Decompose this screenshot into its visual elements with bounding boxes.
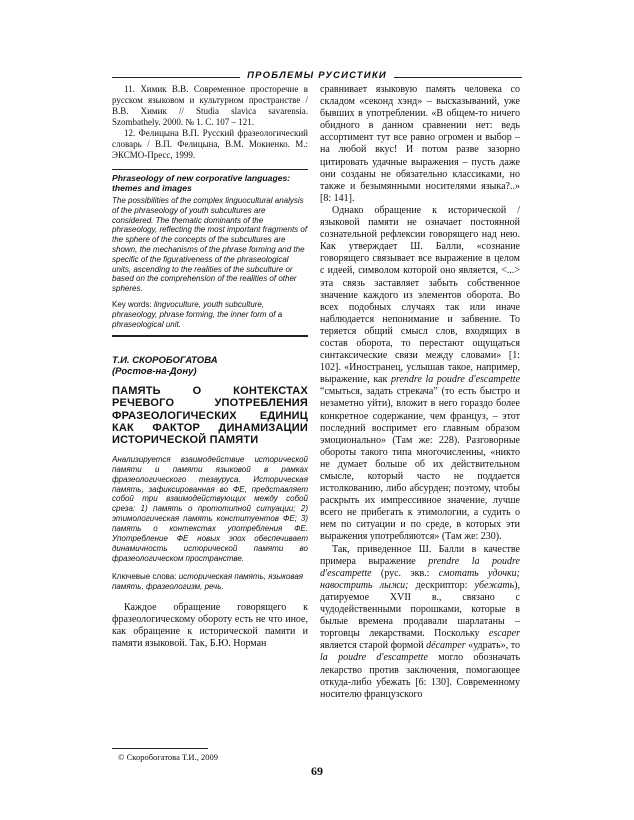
text-run: дескриптор:: [415, 579, 468, 591]
right-column: [320, 84, 520, 701]
body-paragraph: [320, 205, 520, 544]
body-paragraph: Каждое обращение говорящего к фразеологическому обороту есть не что иное, как обращение к исторической памяти и памяти языковой. Так, Б.Ю. Норман: [112, 601, 308, 649]
english-abstract-text: The possibilities of the complex linguocultural analysis of the phraseology of youth subcultures are considered. The thematic dominants of the phraseology, reflecting the most important fragments of the sphere of the concepts of the subcultures are shown, the mechanisms of the phrase forming and the specific of the figurativeness of the phraseological units, ascending to the realities of the subculture or based on the comprehension of the realities of other spheres.: [112, 196, 308, 294]
article-author: [112, 355, 308, 377]
text-run: является старой формой: [320, 640, 424, 652]
copyright-footnote: © Скоробогатова Т.И., 2009: [118, 752, 218, 762]
french-phrase: prendre la poudre d'escampette: [390, 374, 521, 386]
body-paragraph: сравнивает языковую память человека со складом «секонд хэнд» – высказываний, уже бывших в употреблении. «В общем-то ничего обидного в данном сравнении нет: ведь ассортимент тут все равно огромен и выбор – на любой вкус! И потом разве зазорно цитировать удачные выражения – пусть даже они созданы не обязательно классиками, но также и безымянными носителями языка?..» [8: 141].: [320, 84, 520, 204]
text-run: “смыться, задать стрекача” (то есть быстро и незаметно уйти), вложит в него гораздо более конкретное содержание, чем француз, – этот последний воспримет его главным образом эмоционально» (Там же: 228). Разговорные обороты такого типа многочисленны, «никто не думает больше об их действительном смысле, который часто не поддается истолкованию, либо абсурден; поэтому, чтобы раскрыть их импрессивное значение, лучше всего не прибегать к этимологии, а судить о нем по ситуации и по среде, в которых эти выражения употребляются» (Там же: 230).: [320, 386, 520, 543]
english-abstract: [112, 169, 308, 329]
article-keywords-value: историческая память, языковая память, фразеологизм, речь.: [112, 571, 304, 591]
section-divider: [112, 335, 308, 336]
reference-item: 11. Химик В.В. Современное просторечие в русском языковом и культурном пространстве / В.В. Химик // Studia slavica savarensia. Szombathely. 2000. № 1. С. 107 – 121.: [112, 84, 308, 127]
header-rule-right: [394, 77, 522, 78]
page-number: 69: [311, 764, 323, 778]
reference-item: 12. Фелицына В.П. Русский фразеологический словарь / В.П. Фелицына, В.М. Мокиенко. М.: ЭКСМО-Пресс, 1999.: [112, 128, 308, 160]
text-run: могло обозначать лекарство против заключения, помогающее откуда-либо убежать [6: 130]. Современному носителю французского: [320, 652, 520, 700]
text-run: Так, приведенное Ш. Балли в качестве примера выражение: [320, 543, 520, 567]
french-phrase: la poudre d'escampette: [320, 652, 428, 664]
article-title: ПАМЯТЬ О КОНТЕКСТАХ РЕЧЕВОГО УПОТРЕБЛЕНИЯ ФРАЗЕОЛОГИЧЕСКИХ ЕДИНИЦ КАК ФАКТОР ДИНАМИЗАЦИИ ИСТОРИЧЕСКОЙ ПАМЯТИ: [112, 384, 308, 447]
english-keywords: [112, 300, 308, 329]
text-run: Однако обращение к исторической / языковой памяти не означает постоянной сознательной рефлексии говорящего над нею. Как утверждает Ш. Балли, «сознание говорящего связывает все выражение в целом с идеей, символом которой оно является, <...> эта связь заставляет забыть собственное значение каждого из элементов оборота. Во всех подобных случаях так или иначе наблюдается непонимание и забвение. То теряется общий смысл слов, входящих в состав оборота, то перестают ощущаться синтаксические связи между словами» [1: 102]. «Иностранец, услышав такое, например, выражение, как: [320, 204, 520, 386]
text-run: «удрать», то: [468, 640, 521, 652]
reference-list: [112, 84, 308, 161]
english-keywords-label: Key words:: [112, 299, 152, 309]
french-word: décamper: [426, 640, 466, 652]
english-keywords-value: lingvoculture, youth subculture, phraseology, phrase forming, the inner form of a phraseological unit.: [112, 299, 283, 329]
article-keywords-label: Ключевые слова:: [112, 571, 177, 581]
french-phrase: prendre la poudre d'escampette: [320, 555, 520, 579]
author-city: (Ростов-на-Дону): [112, 365, 197, 377]
english-abstract-title: Phraseology of new corporative languages: themes and images: [112, 173, 291, 193]
author-name: Т.И. СКОРОБОГАТОВА: [112, 354, 218, 366]
article-keywords: [112, 572, 308, 592]
running-header: [112, 70, 522, 84]
left-column: [112, 84, 308, 650]
russian-equivalent: смотать удочки; навострить лыжи;: [320, 567, 521, 591]
french-word: escaper: [488, 628, 520, 640]
body-paragraph: [320, 544, 520, 701]
section-title: ПРОБЛЕМЫ РУСИСТИКИ: [247, 70, 387, 81]
descriptor: убежать: [474, 579, 515, 591]
text-run: ), датируемое XVII в., связано с чудодейственными порошками, которые в былые времена продавали шарлатаны – торговцы лекарствами. Поскольку: [320, 579, 520, 640]
footnote-rule: [112, 748, 208, 749]
article-abstract: Анализируется взаимодействие исторической памяти и памяти языковой в рамках фразеологического тезауруса. Историческая память, зафиксированная во ФЕ, представляет собой три взаимодействующих между собой среза: 1) память о прототипной ситуации; 2) этимологическая память конституентов ФЕ; 3) память о контекстах употребления ФЕ. Употребление ФЕ новых эпох обеспечивает динамичность исторической памяти во фразеологическом пространстве.: [112, 454, 308, 563]
article-body-start: [112, 602, 308, 650]
text-run: (рус. экв.:: [380, 567, 430, 579]
